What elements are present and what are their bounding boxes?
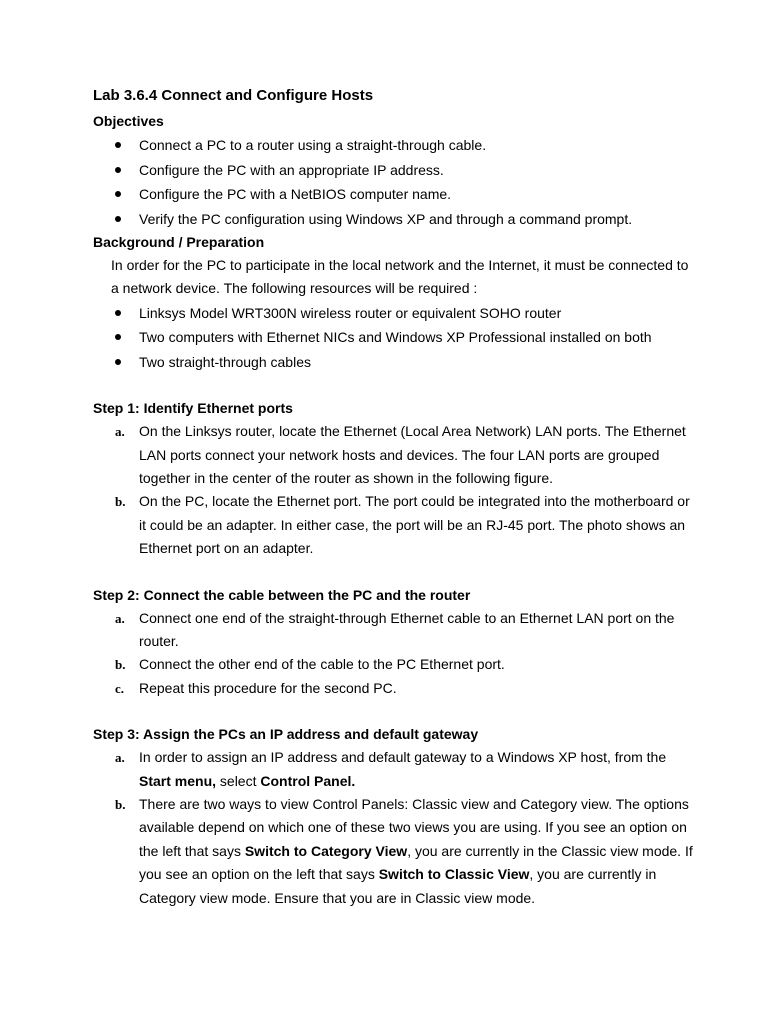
step1-list	[93, 420, 693, 560]
list-item: b. Connect the other end of the cable to the PC Ethernet port.	[93, 653, 693, 676]
step1-heading: Step 1: Identify Ethernet ports	[93, 400, 293, 417]
list-item: Two computers with Ethernet NICs and Windows XP Professional installed on both	[93, 325, 693, 350]
list-item: Verify the PC configuration using Windows XP and through a command prompt.	[93, 207, 693, 232]
resources-list	[93, 301, 693, 375]
list-item: a. On the Linksys router, locate the Ethernet (Local Area Network) LAN ports. The Ethernet LAN ports connect your network hosts and devices. The four LAN ports are grouped together in the center of the router as shown in the following figure.	[93, 420, 693, 490]
step2-heading: Step 2: Connect the cable between the PC and the router	[93, 586, 471, 603]
bullet-icon	[115, 142, 121, 148]
document-page	[93, 86, 693, 910]
objectives-heading: Objectives	[93, 113, 164, 129]
list-item: c. Repeat this procedure for the second PC.	[93, 677, 693, 700]
step3-heading: Step 3: Assign the PCs an IP address and default gateway	[93, 726, 479, 743]
bullet-icon	[115, 359, 121, 365]
bullet-icon	[115, 334, 121, 340]
list-marker: a.	[115, 424, 125, 440]
list-item: Configure the PC with an appropriate IP address.	[93, 158, 693, 183]
list-marker: a.	[115, 610, 125, 626]
list-marker: c.	[115, 680, 125, 696]
list-item: a. In order to assign an IP address and default gateway to a Windows XP host, from the Start menu, select Control Panel.	[93, 746, 693, 793]
list-item: b. On the PC, locate the Ethernet port. The port could be integrated into the motherboard or it could be an adapter. In either case, the port will be an RJ-45 port. The photo shows an Ethernet port on an adapter.	[93, 490, 693, 560]
list-item: b. There are two ways to view Control Panels: Classic view and Category view. The options available depend on which one of these two views you are using. If you see an option on the left that says Switch to Category View, you are currently in the Classic view mode. If you see an option on the left that says Switch to Classic View, you are currently in Category view mode. Ensure that you are in Classic view mode.	[93, 793, 693, 910]
list-item: Connect a PC to a router using a straight-through cable.	[93, 133, 693, 158]
list-marker: b.	[115, 494, 126, 510]
objectives-list	[93, 133, 693, 231]
step3-list	[93, 746, 693, 910]
list-marker: b.	[115, 657, 126, 673]
bullet-icon	[115, 310, 121, 316]
bullet-icon	[115, 216, 121, 222]
bullet-icon	[115, 191, 121, 197]
list-item: Two straight-through cables	[93, 350, 693, 375]
list-item: Configure the PC with a NetBIOS computer name.	[93, 182, 693, 207]
bullet-icon	[115, 167, 121, 173]
background-intro: In order for the PC to participate in the local network and the Internet, it must be connected to a network device. The following resources will be required :	[111, 257, 689, 297]
list-marker: b.	[115, 796, 126, 812]
background-heading: Background / Preparation	[93, 234, 265, 250]
page-title: Lab 3.6.4 Connect and Configure Hosts	[93, 87, 374, 104]
list-item: a. Connect one end of the straight-through Ethernet cable to an Ethernet LAN port on the router.	[93, 607, 693, 654]
list-marker: a.	[115, 750, 125, 766]
list-item: Linksys Model WRT300N wireless router or equivalent SOHO router	[93, 301, 693, 326]
step2-list	[93, 607, 693, 701]
